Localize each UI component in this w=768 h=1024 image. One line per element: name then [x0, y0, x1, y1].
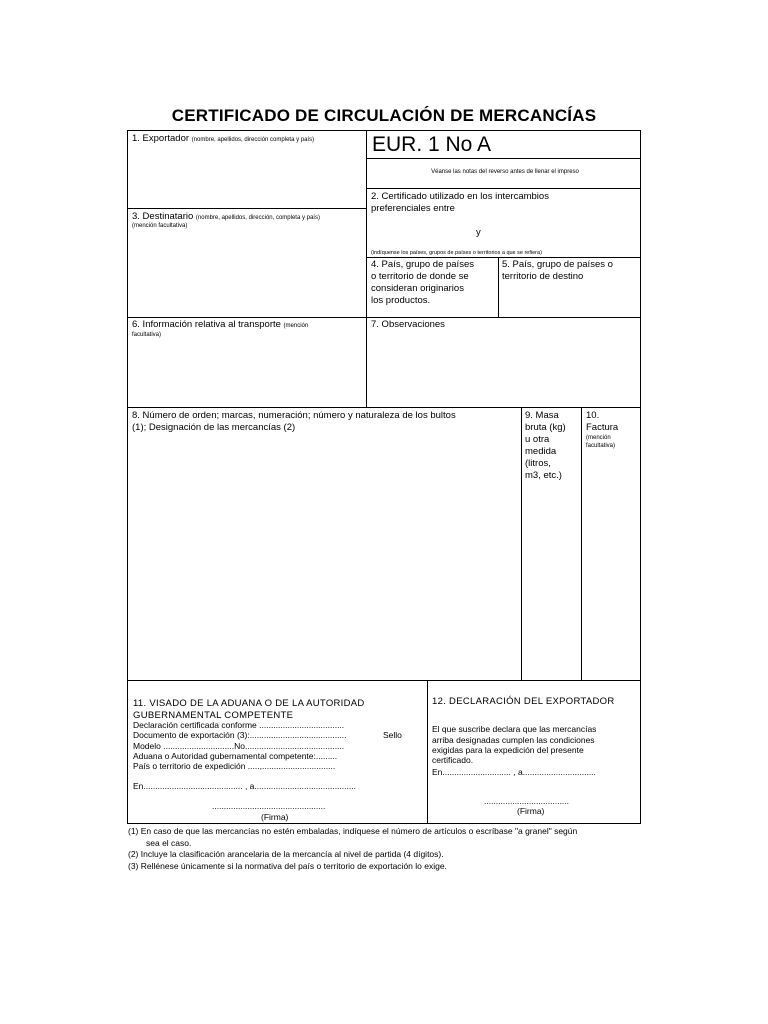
customs-signature-label: (Firma) [261, 812, 289, 822]
box5-line: territorio de destino [502, 271, 584, 282]
consignee-hint: (nombre, apellidos, dirección, completa y país) [195, 215, 320, 221]
box4-line: 4. País, grupo de países [371, 259, 474, 270]
customs-line: Declaración certificada conforme .................................... [133, 720, 345, 730]
box5-line: 5. País, grupo de países o [502, 259, 613, 270]
box9-line: m3, etc.) [525, 470, 562, 481]
divider [521, 407, 522, 680]
invoice-hint2: facultativa) [586, 443, 616, 449]
declaration-signature-label: (Firma) [517, 806, 545, 816]
customs-signature-line: ................................................ [212, 801, 326, 811]
customs-line: Modelo ..............................No.......................................... [133, 741, 345, 751]
declaration-place-date: En............................. , a............................... [432, 767, 596, 777]
consignee-optional: (mención facultativa) [132, 223, 188, 229]
declaration-line: arriba designadas cumplen las condiciones [432, 735, 595, 745]
customs-heading1: 11. VISADO DE LA ADUANA O DE LA AUTORIDAD [133, 698, 365, 709]
box2-y: y [476, 227, 481, 238]
box4-line: consideran originarios [371, 283, 464, 294]
divider [366, 257, 641, 258]
sello-label: Sello [383, 730, 402, 740]
exporter-label: 1. Exportador [132, 133, 190, 144]
declaration-line: exigidas para la expedición del presente [432, 745, 584, 755]
divider [127, 407, 641, 408]
divider [366, 188, 641, 189]
box9-line: 9. Masa [525, 410, 559, 421]
box2-hint: (indíquense los países, grupos de países o territorios a que se refiera) [371, 250, 542, 256]
footnote-2: (2) Incluye la clasificación arancelaria de la mercancía al nivel de partida (4 dígitos). [128, 849, 444, 859]
box9-line: bruta (kg) [525, 422, 566, 433]
box8-line1: 8. Número de orden; marcas, numeración; número y naturaleza de los bultos [132, 410, 456, 421]
box8-line2: (1); Designación de las mercancías (2) [132, 422, 296, 433]
divider [127, 317, 641, 318]
exporter-hint: (nombre, apellidos, dirección completa y país) [191, 137, 315, 143]
box9-line: (litros, [525, 458, 551, 469]
box3-label-row [132, 211, 320, 223]
divider [498, 257, 499, 318]
box2-line2: preferenciales entre [371, 203, 455, 214]
page-title: CERTIFICADO DE CIRCULACIÓN DE MERCANCÍAS [171, 106, 597, 125]
divider [581, 407, 582, 680]
customs-line: País o territorio de expedición .....,............................... [133, 761, 336, 771]
box9-line: u otra [525, 434, 550, 445]
transport-label: 6. Información relativa al transporte [132, 319, 281, 330]
declaration-line: El que suscribe declara que las mercancías [432, 724, 597, 734]
box4-line: o territorio de donde se [371, 271, 469, 282]
box9-line: medida [525, 446, 557, 457]
divider [127, 208, 367, 209]
box10-line: Factura [586, 422, 619, 433]
customs-heading2: GUBERNAMENTAL COMPETENTE [133, 710, 294, 721]
declaration-signature-line: .................................... [484, 796, 570, 806]
divider [427, 680, 428, 824]
footnote-3: (3) Rellénese únicamente si la normativa del país o territorio de exportación lo exige. [128, 861, 447, 871]
exporter-declaration-heading: 12. DECLARACIÓN DEL EXPORTADOR [432, 696, 615, 707]
declaration-line: certificado. [432, 755, 474, 765]
footnote-1-cont: sea el caso. [146, 838, 192, 848]
box10-line: 10. [586, 410, 600, 421]
box2-line1: 2. Certificado utilizado en los intercambios [371, 191, 549, 202]
observations-label: 7. Observaciones [371, 319, 445, 330]
transport-hint: (mención [283, 323, 309, 329]
consignee-label: 3. Destinatario [132, 211, 194, 222]
customs-place-date: En.......................................... , a........................................... [133, 781, 356, 791]
eur-number: EUR. 1 No A [372, 133, 492, 156]
divider [366, 158, 641, 159]
divider [127, 680, 641, 681]
box4-line: los productos. [371, 295, 431, 306]
footnote-1: (1) En caso de que las mercancías no estén embaladas, indíquese el número de artículos o escríbase "a granel" según [128, 826, 578, 836]
divider [366, 130, 367, 408]
transport-hint2: facultativa) [132, 332, 162, 338]
customs-line: Aduana o Autoridad gubernamental competente:......... [133, 751, 338, 761]
box6-label-row [132, 319, 308, 331]
box1-label [132, 133, 314, 145]
invoice-hint: (mención [586, 435, 611, 441]
customs-line: Documento de exportación (3):......................................... [133, 730, 347, 740]
eur-note: Véanse las notas del reverso antes de llenar el impreso [431, 169, 579, 175]
